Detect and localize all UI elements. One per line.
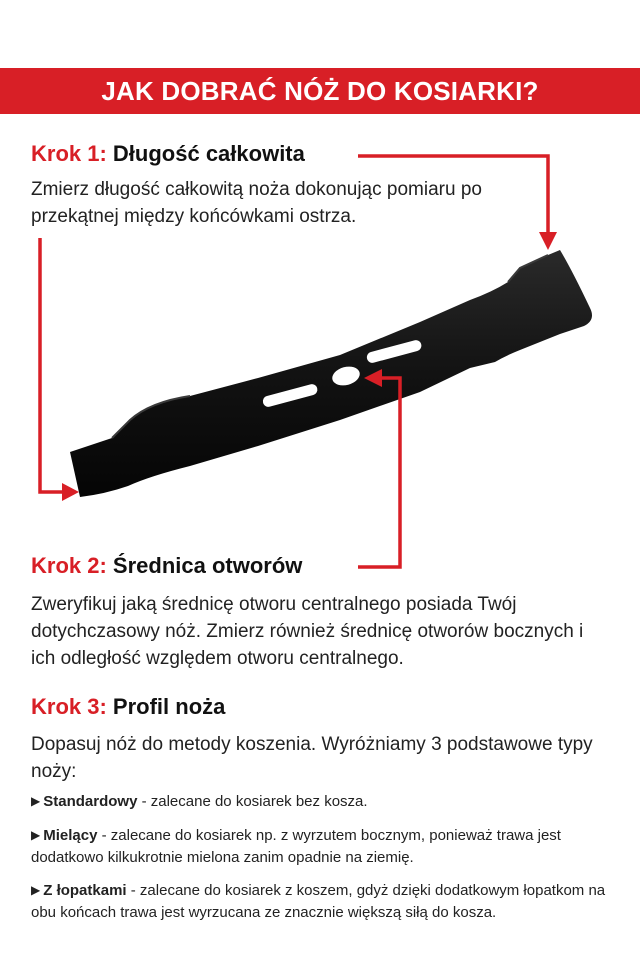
profile-item-mulching <box>31 825 621 869</box>
profile-item-lifting <box>31 880 621 924</box>
step3-label: Krok 3: <box>31 694 107 719</box>
profile-item-title: Z łopatkami <box>43 882 127 899</box>
step2-text: Zweryfikuj jaką średnicę otworu centralnego posiada Twój dotychczasowy nóż. Zmierz również średnicę otworów bocznych i ich odległość względem otworu centralnego. <box>31 594 584 669</box>
mower-blade <box>70 250 592 497</box>
profile-item-standard <box>31 791 621 813</box>
step2-heading <box>31 553 302 579</box>
step3-heading <box>31 694 225 720</box>
arrowhead-step1-right <box>539 232 557 250</box>
step2-title: Średnica otworów <box>112 553 303 578</box>
triangle-bullet-icon: ▶ <box>31 794 41 808</box>
step2-label: Krok 2: <box>31 553 107 578</box>
triangle-bullet-icon: ▶ <box>31 883 41 897</box>
profile-item-desc: - zalecane do kosiarek np. z wyrzutem bocznym, ponieważ trawa jest dodatkowo kilkukrotnie mielona zanim opadnie na ziemię. <box>31 827 561 866</box>
arrow-step1-left <box>40 238 64 492</box>
step1-heading <box>31 141 305 167</box>
profile-item-desc: - zalecane do kosiarek bez kosza. <box>137 793 368 810</box>
triangle-bullet-icon: ▶ <box>31 828 41 842</box>
step3-text: Dopasuj nóż do metody koszenia. Wyróżniamy 3 podstawowe typy noży: <box>31 734 593 782</box>
page-title: JAK DOBRAĆ NÓŻ DO KOSIARKI? <box>101 75 539 106</box>
profile-item-desc: - zalecane do kosiarek z koszem, gdyż dzięki dodatkowym łopatkom na obu końcach trawa jest wyrzucana ze znacznie większą siłą do kosza. <box>31 882 606 921</box>
title-banner <box>0 68 640 114</box>
profile-item-title: Mielący <box>43 827 98 844</box>
step1-title: Długość całkowita <box>112 141 305 166</box>
profile-item-title: Standardowy <box>43 793 138 810</box>
step1-label: Krok 1: <box>31 141 107 166</box>
step3-title: Profil noża <box>112 694 226 719</box>
step1-text: Zmierz długość całkowitą noża dokonując pomiaru po przekątnej między końcówkami ostrza. <box>31 179 482 227</box>
arrowhead-step1-left <box>62 483 79 501</box>
